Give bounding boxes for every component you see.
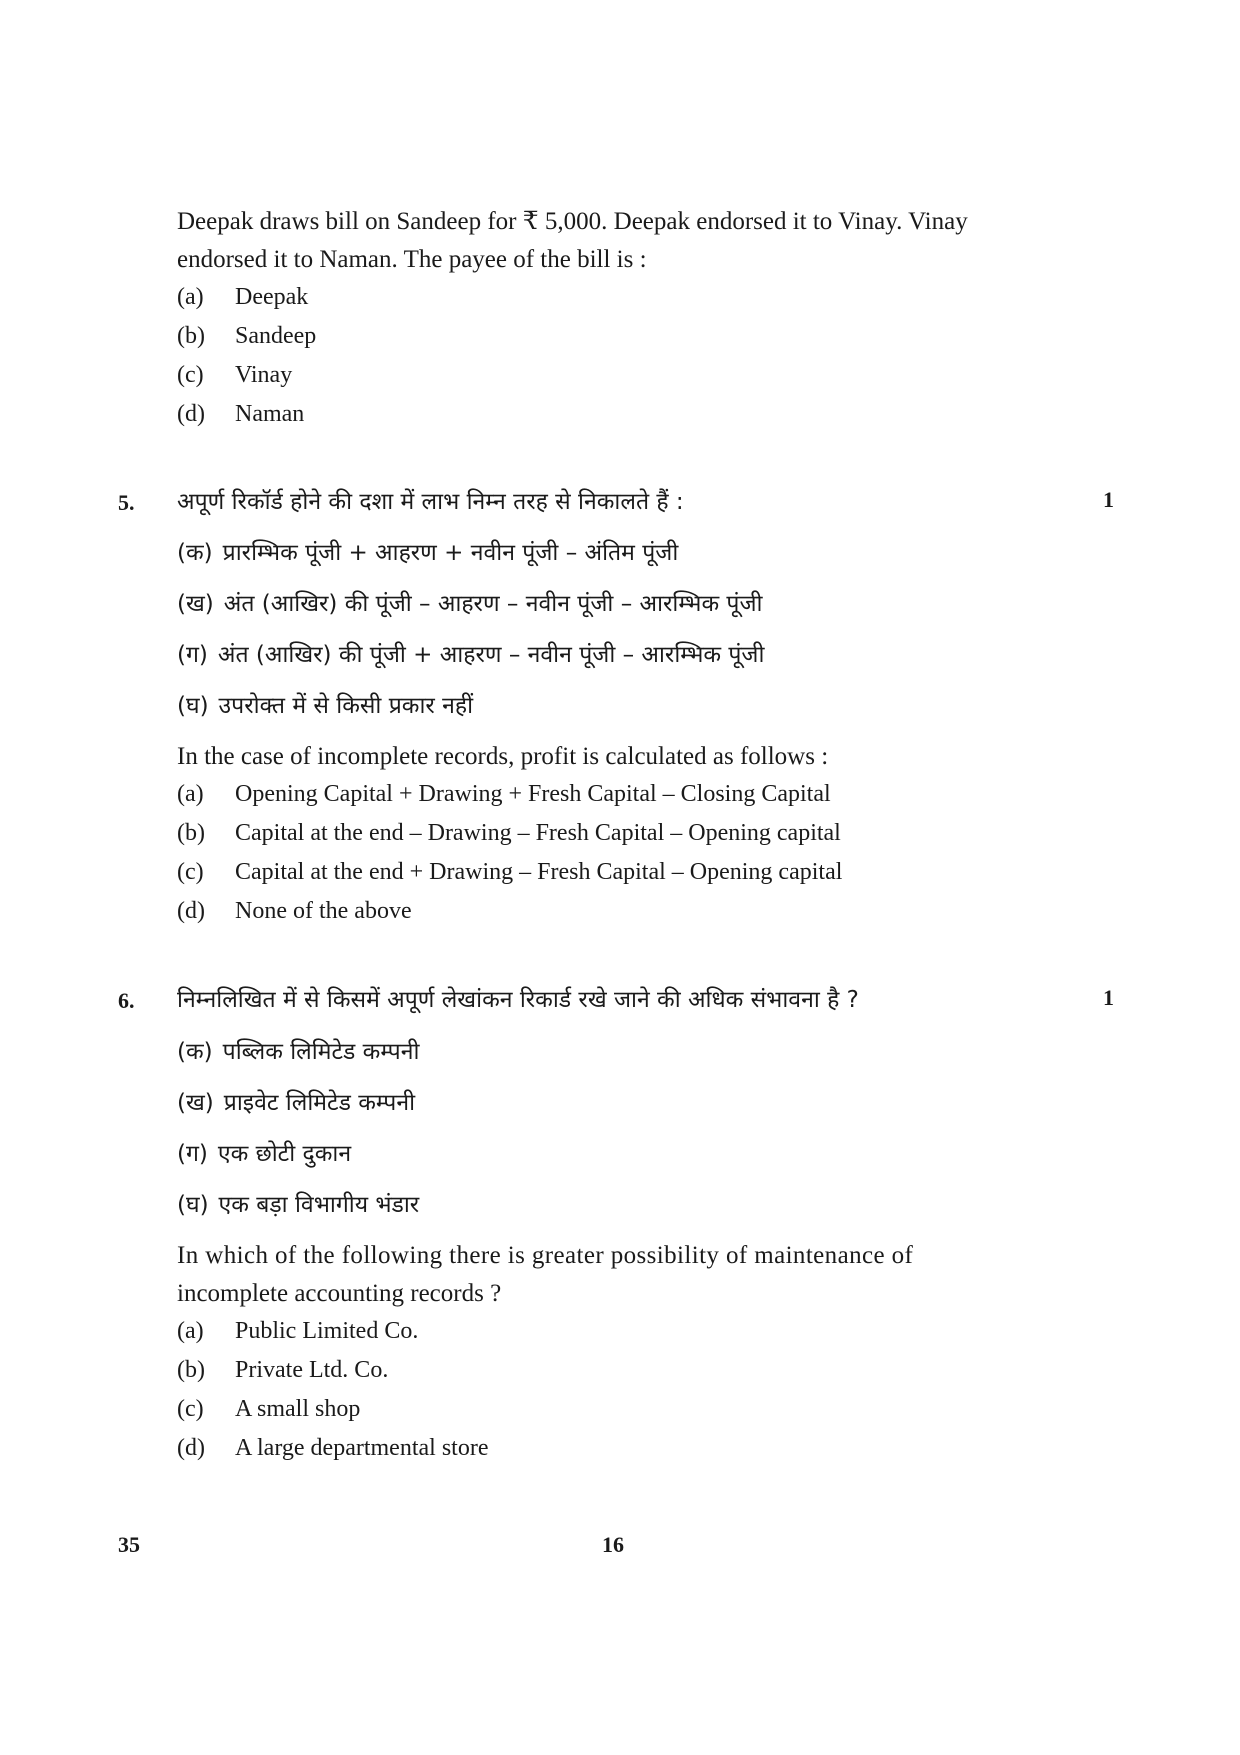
q5-hindi-option-ka: (क) प्रारम्भिक पूंजी + आहरण + नवीन पूंजी – अंतिम पूंजी <box>177 540 679 566</box>
q5-number: 5. <box>118 490 135 515</box>
q6-option-a: (a) Public Limited Co. <box>177 1318 419 1344</box>
q5-option-c: (c) Capital at the end + Drawing – Fresh Capital – Opening capital <box>177 859 843 885</box>
q5-option-b: (b) Capital at the end – Drawing – Fresh Capital – Opening capital <box>177 820 841 846</box>
q5-hindi-option-gha: (घ) उपरोक्त में से किसी प्रकार नहीं <box>177 693 474 719</box>
q6-option-c: (c) A small shop <box>177 1396 361 1422</box>
q5-hindi-option-kha: (ख) अंत (आखिर) की पूंजी – आहरण – नवीन पूंजी – आरम्भिक पूंजी <box>177 591 763 617</box>
q6-english-stem-line1: In which of the following there is greater possibility of maintenance of <box>177 1242 914 1269</box>
q4-option-d: (d) Naman <box>177 401 305 427</box>
q5-english-stem: In the case of incomplete records, profit is calculated as follows : <box>177 743 829 770</box>
q6-hindi-option-ka: (क) पब्लिक लिमिटेड कम्पनी <box>177 1039 420 1065</box>
q4-option-b: (b) Sandeep <box>177 323 317 349</box>
q4-option-c: (c) Vinay <box>177 362 293 388</box>
q4-stem-line2: endorsed it to Naman. The payee of the bill is : <box>177 246 647 273</box>
q5-marks: 1 <box>1103 487 1114 512</box>
q5-option-d: (d) None of the above <box>177 898 412 924</box>
q6-number: 6. <box>118 988 135 1013</box>
q6-hindi-option-gha: (घ) एक बड़ा विभागीय भंडार <box>177 1192 420 1218</box>
q5-hindi-stem: अपूर्ण रिकॉर्ड होने की दशा में लाभ निम्न तरह से निकालते हैं : <box>177 489 684 515</box>
q6-hindi-stem: निम्नलिखित में से किसमें अपूर्ण लेखांकन रिकार्ड रखे जाने की अधिक संभावना है ? <box>177 987 859 1013</box>
q6-marks: 1 <box>1103 985 1114 1010</box>
paper-code: 35 <box>118 1532 140 1557</box>
q4-stem-line1: Deepak draws bill on Sandeep for ₹ 5,000. Deepak endorsed it to Vinay. Vinay <box>177 208 968 235</box>
q5-hindi-option-ga: (ग) अंत (आखिर) की पूंजी + आहरण – नवीन पूंजी – आरम्भिक पूंजी <box>177 642 765 668</box>
q6-hindi-option-kha: (ख) प्राइवेट लिमिटेड कम्पनी <box>177 1090 416 1116</box>
q6-option-b: (b) Private Ltd. Co. <box>177 1357 389 1383</box>
q6-option-d: (d) A large departmental store <box>177 1435 489 1461</box>
q5-option-a: (a) Opening Capital + Drawing + Fresh Capital – Closing Capital <box>177 781 831 807</box>
page-number: 16 <box>602 1532 624 1557</box>
q4-option-a: (a) Deepak <box>177 284 309 310</box>
q6-english-stem-line2: incomplete accounting records ? <box>177 1280 502 1307</box>
q6-hindi-option-ga: (ग) एक छोटी दुकान <box>177 1141 352 1167</box>
